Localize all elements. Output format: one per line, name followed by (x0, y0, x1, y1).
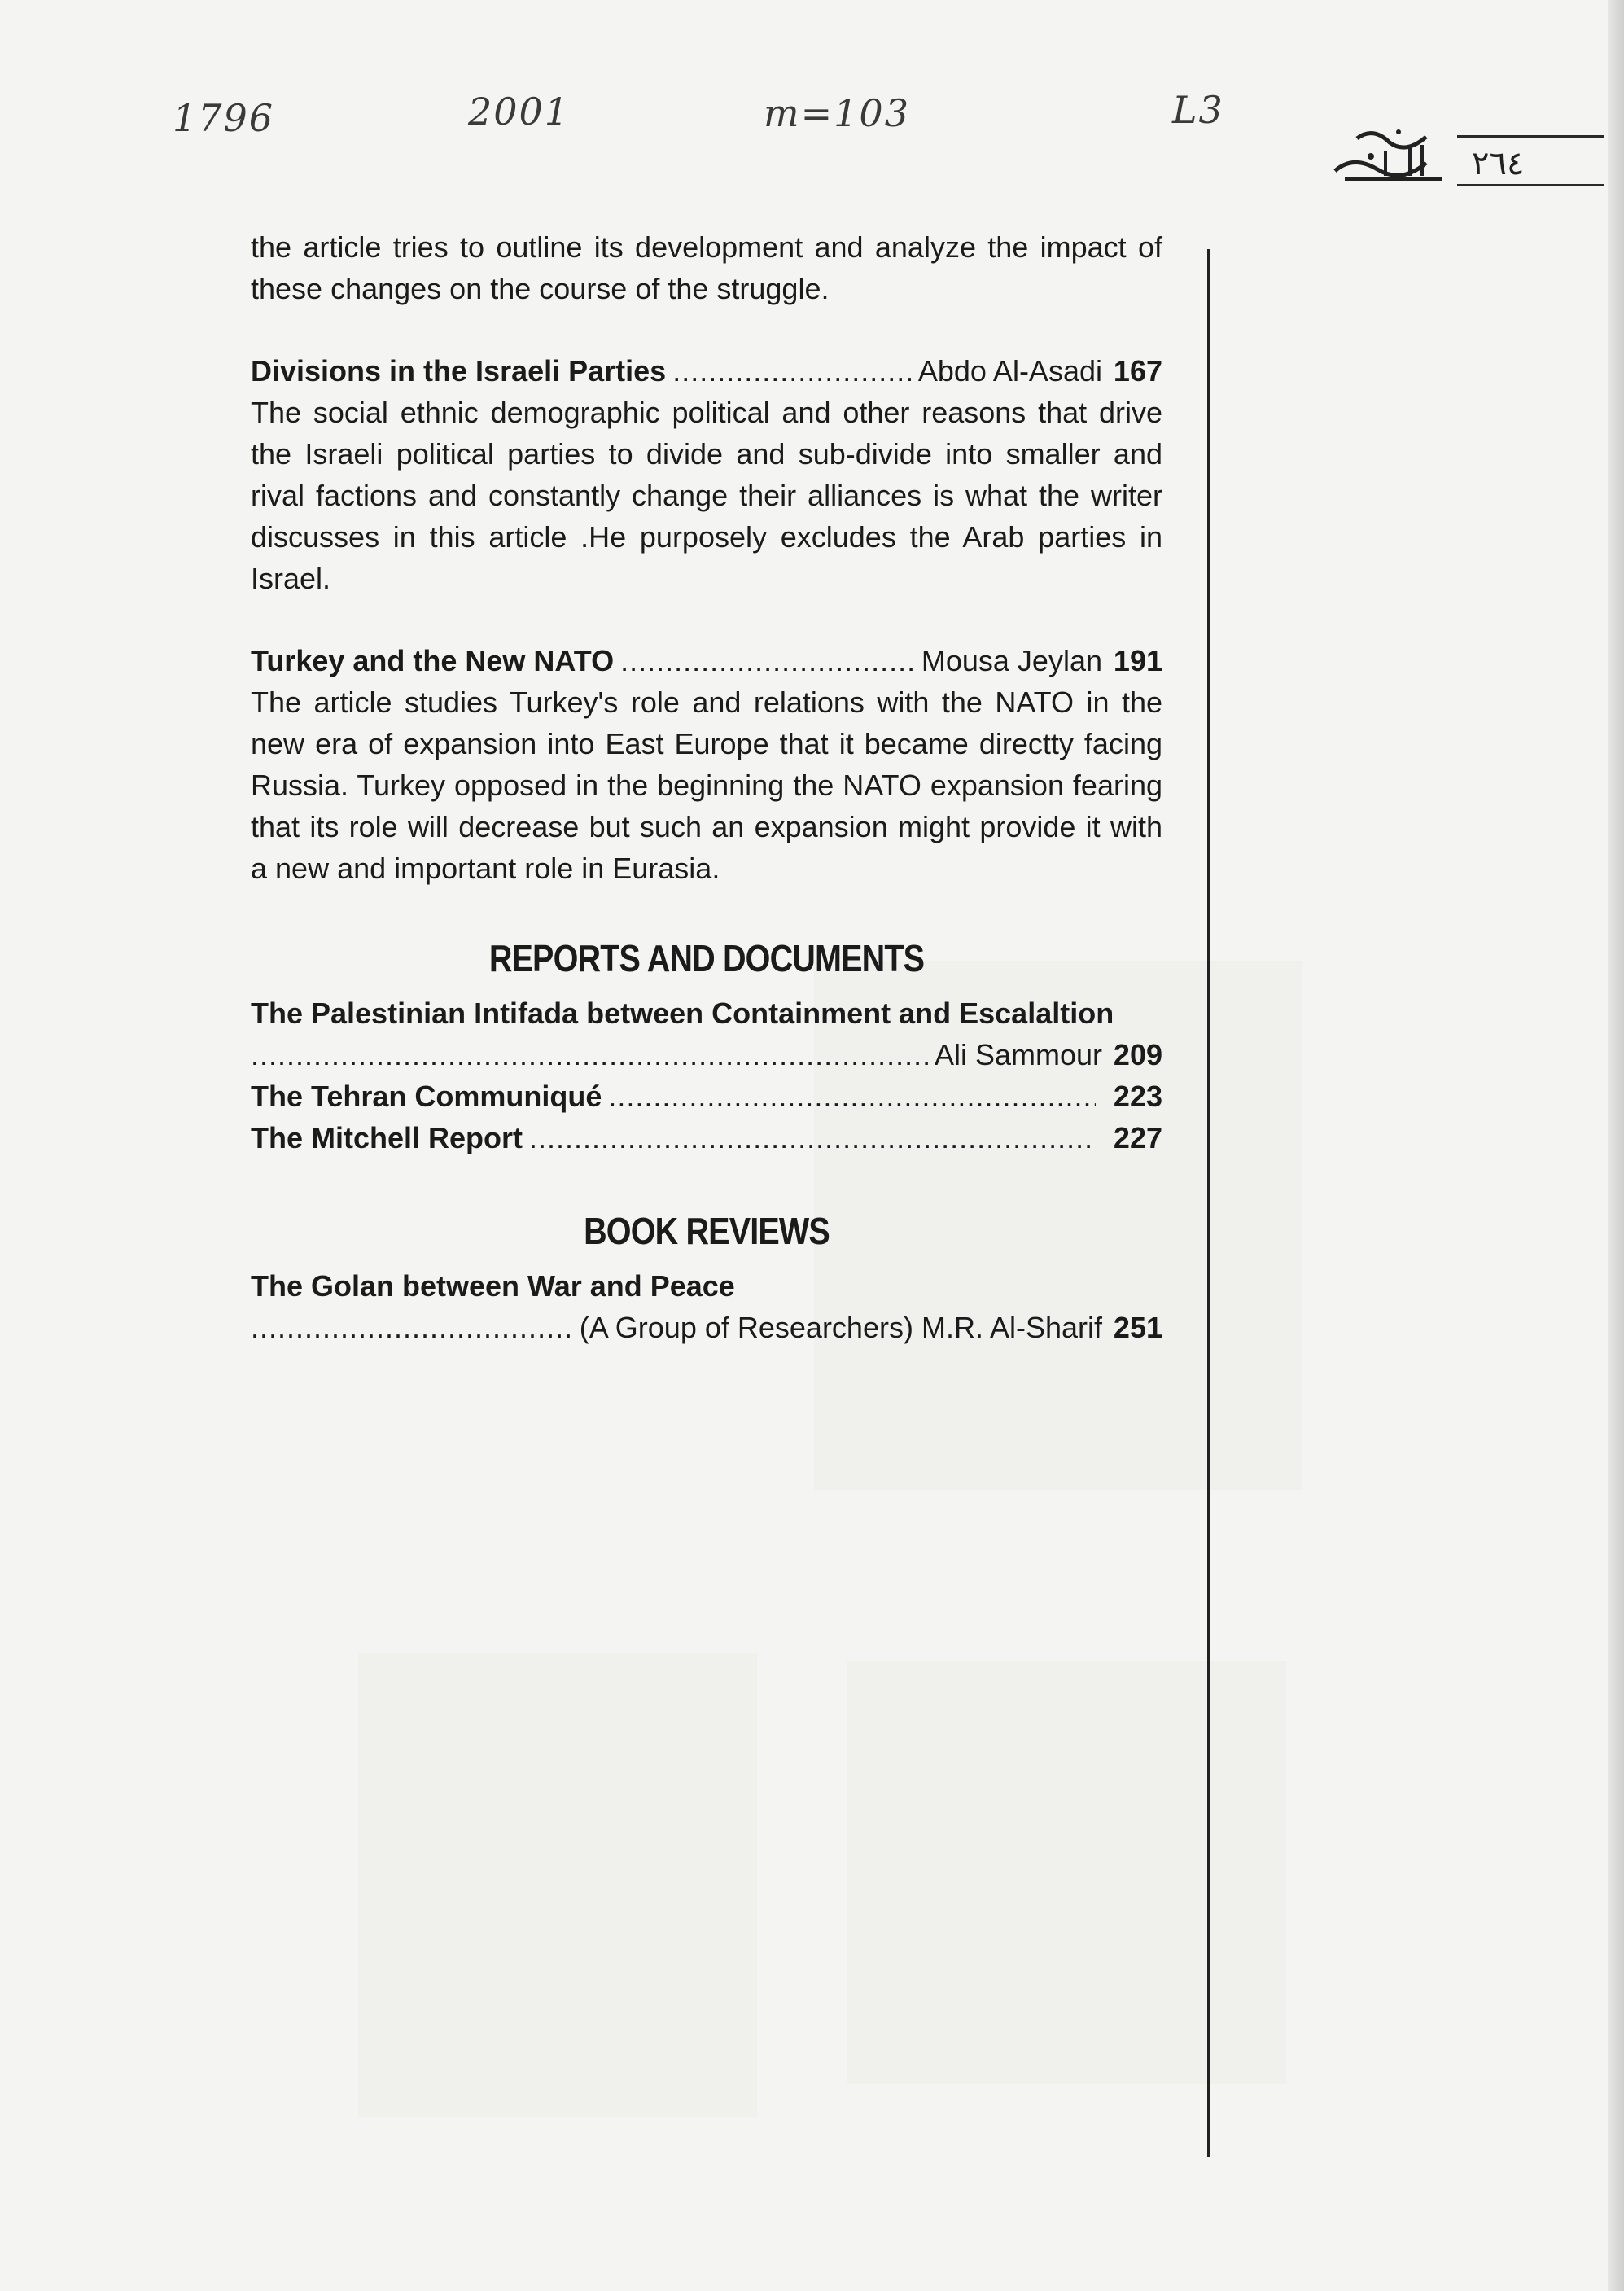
journal-logo-icon (1329, 122, 1451, 189)
article-title: Divisions in the Israeli Parties (251, 354, 667, 388)
article-heading-line (251, 350, 1162, 392)
handwritten-note: L3 (1172, 88, 1224, 132)
article-abstract: The social ethnic demographic political and other reasons that drive the Israeli political parties to divide and sub-divide into smaller and rival factions and constantly change their alliances is what the writer discusses in this article .He purposely excludes the Arab parties in Israel. (251, 396, 1162, 595)
review-page: 251 (1113, 1311, 1162, 1344)
report-page: 223 (1113, 1080, 1162, 1113)
leader-dots (672, 350, 912, 392)
book-reviews-heading: BOOK REVIEWS (584, 1210, 830, 1252)
contents-column (251, 226, 1162, 1348)
page-number: ٢٦٤ (1472, 145, 1525, 182)
leader-dots (620, 640, 915, 681)
handwritten-note: m=103 (764, 91, 910, 135)
article-page: 167 (1113, 354, 1162, 388)
reports-heading: REPORTS AND DOCUMENTS (488, 937, 925, 979)
column-rule (1207, 249, 1210, 2157)
header-rule-bottom (1457, 184, 1604, 186)
review-author: (A Group of Researchers) M.R. Al-Sharif (579, 1311, 1102, 1344)
intro-paragraph: the article tries to outline its development and analyze the impact of these changes on the course of the struggle. (251, 230, 1162, 305)
report-page: 209 (1113, 1038, 1162, 1071)
leader-dots (251, 1307, 573, 1348)
report-line (251, 1075, 1162, 1117)
article-heading-line (251, 640, 1162, 681)
report-author: Ali Sammour (934, 1038, 1102, 1071)
article-abstract: The article studies Turkey's role and relations with the NATO in the new era of expansion into East Europe that it became directty facing Russia. Turkey opposed in the beginning the NATO expansion fearing that its role will decrease but such an expansion might provide it with a new and important role in Eurasia. (251, 686, 1162, 885)
review-line (251, 1307, 1162, 1348)
article-entry (251, 640, 1162, 889)
article-author: Abdo Al-Asadi (917, 354, 1102, 388)
page-edge-shadow (1608, 0, 1624, 2291)
review-title: The Golan between War and Peace (251, 1269, 735, 1303)
article-page: 191 (1113, 644, 1162, 677)
article-entry (251, 350, 1162, 599)
leader-dots (251, 1034, 928, 1075)
handwritten-note: 2001 (468, 90, 571, 134)
report-title: The Mitchell Report (251, 1121, 523, 1154)
article-author: Mousa Jeylan (921, 644, 1102, 677)
bleed-through-block (847, 1661, 1286, 2084)
bleed-through-block (358, 1653, 757, 2117)
report-line (251, 1034, 1162, 1075)
reports-list (251, 992, 1162, 1159)
handwritten-note: 1796 (173, 96, 275, 140)
book-reviews-list (251, 1265, 1162, 1348)
report-title: The Tehran Communiqué (251, 1080, 602, 1113)
header-rule-top (1457, 135, 1604, 138)
report-title: The Palestinian Intifada between Containment and Escalaltion (251, 997, 1114, 1030)
report-page: 227 (1113, 1121, 1162, 1154)
article-title: Turkey and the New NATO (251, 644, 615, 677)
report-line (251, 1117, 1162, 1159)
leader-dots (529, 1117, 1096, 1159)
leader-dots (608, 1075, 1096, 1117)
